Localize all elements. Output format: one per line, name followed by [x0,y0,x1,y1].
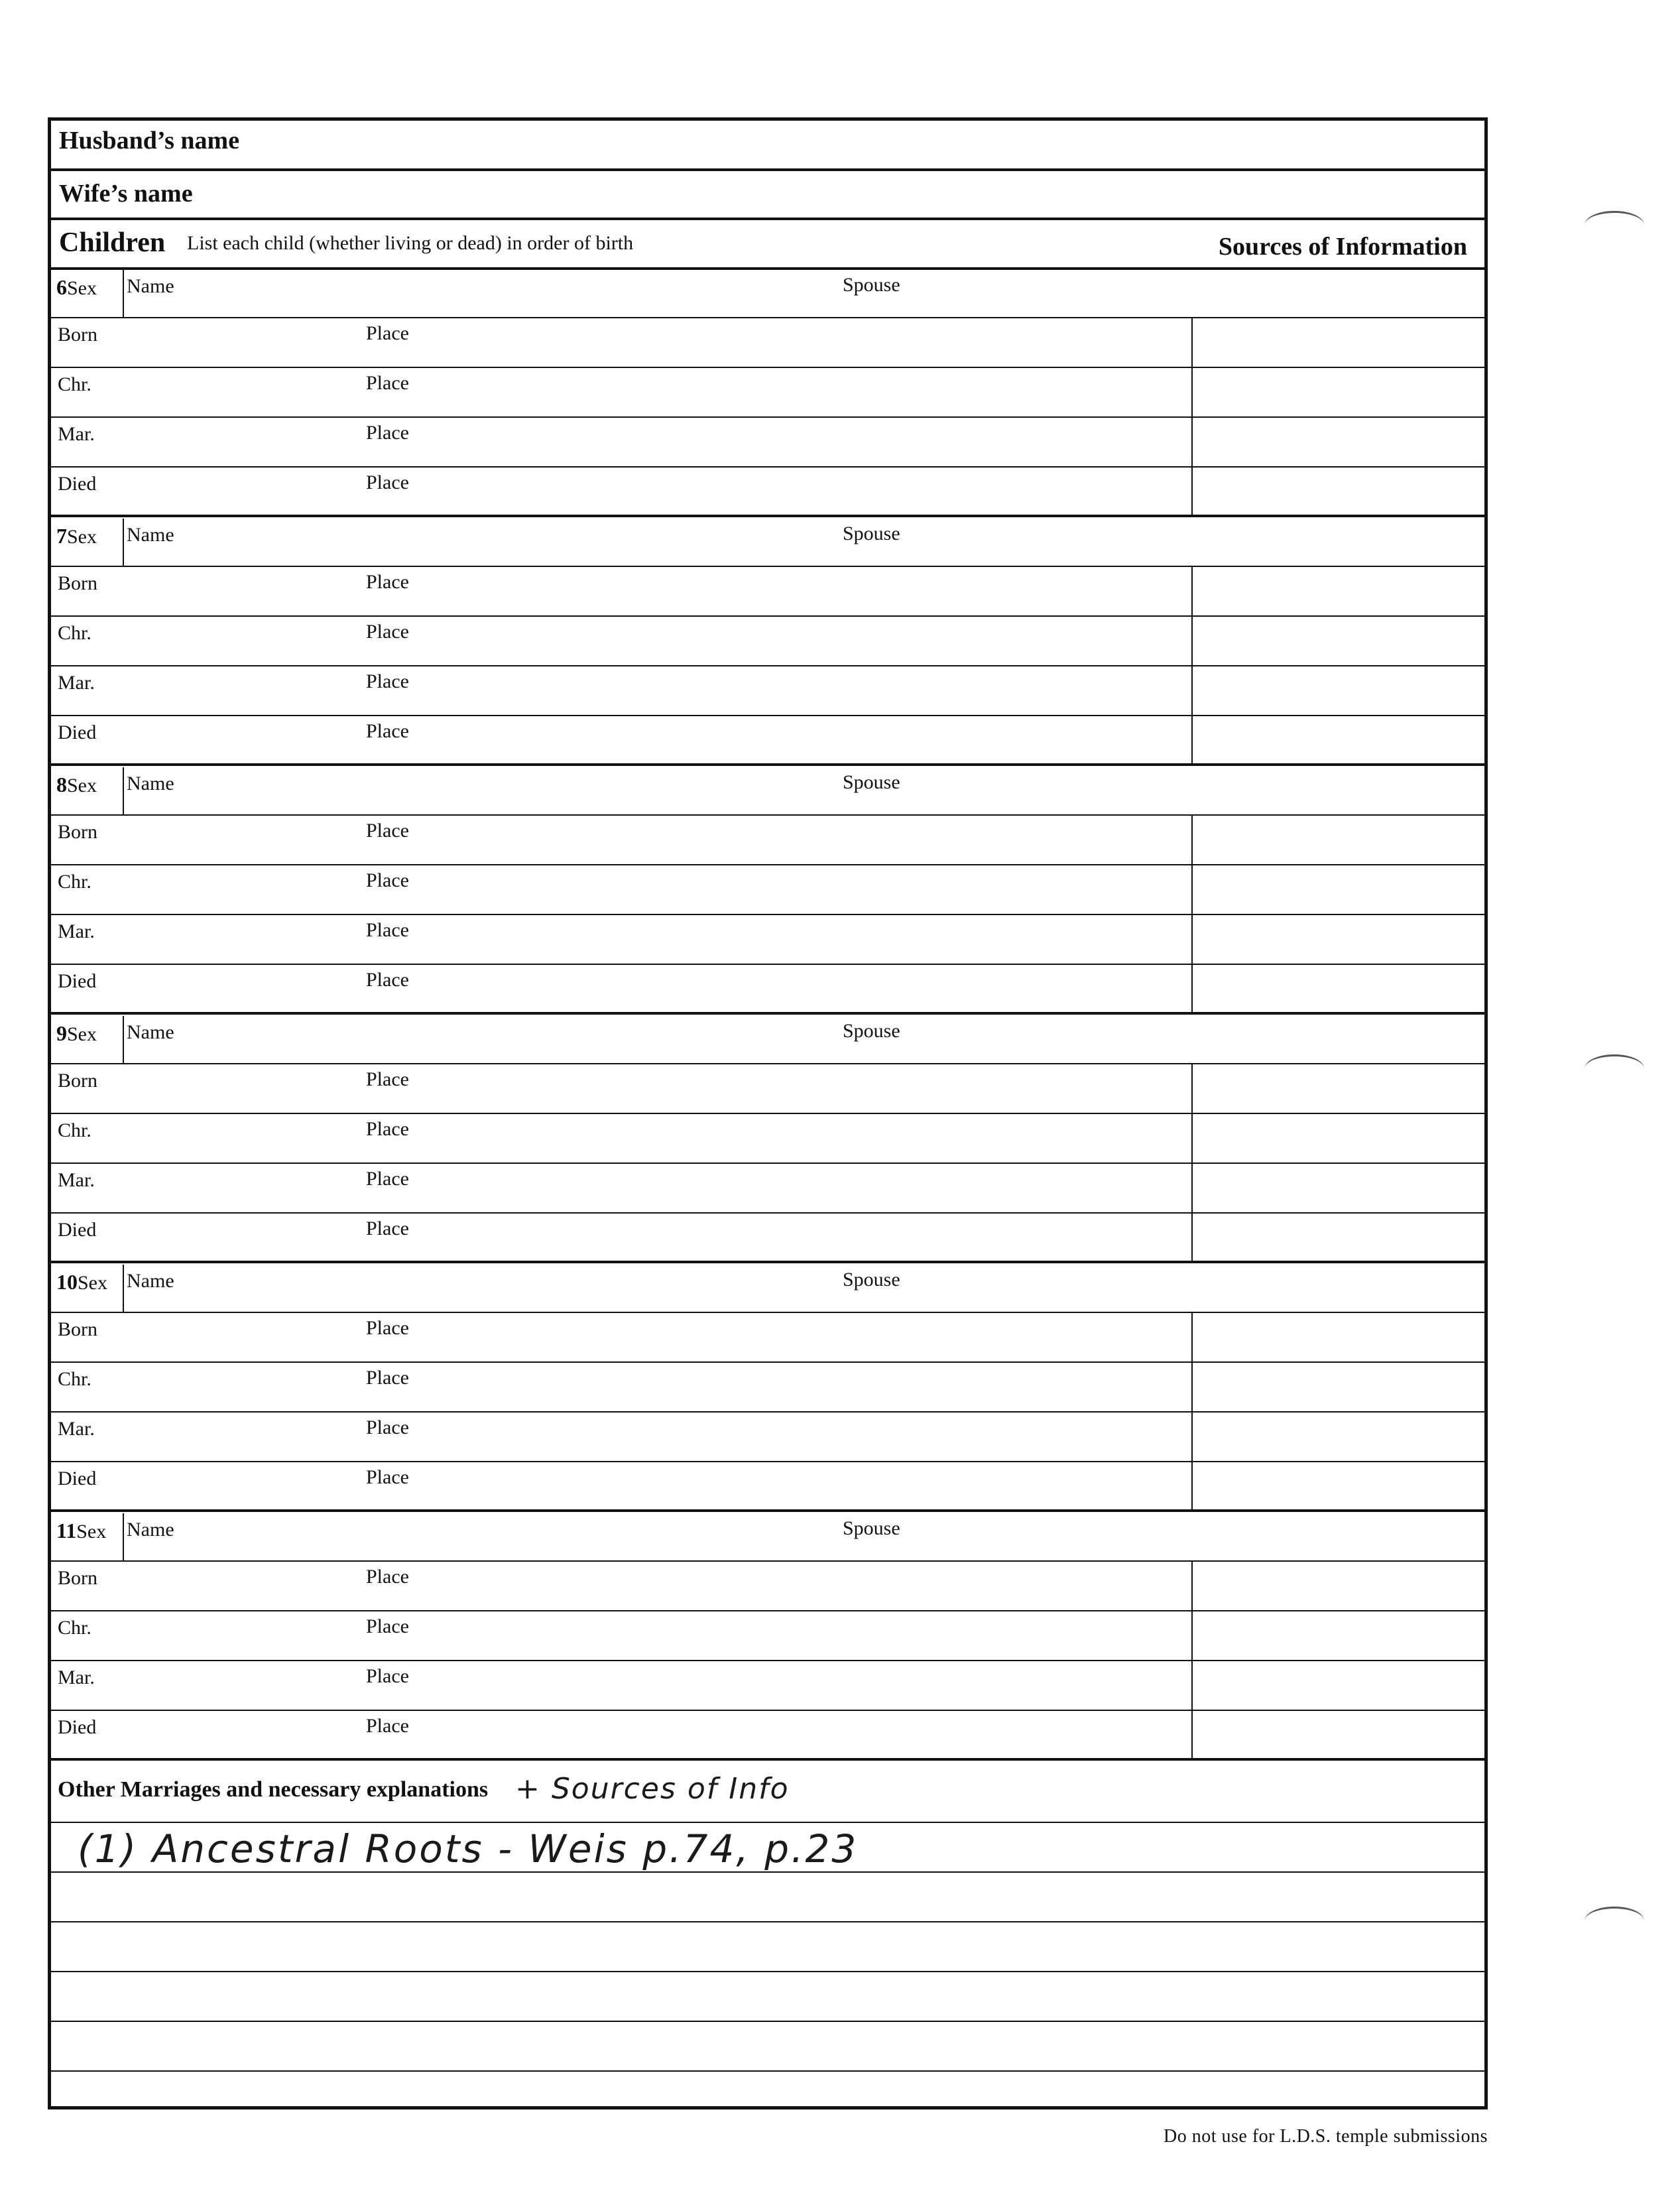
event-label-chr: Chr. [58,373,91,395]
place-label: Place [366,1068,409,1090]
sex-name-divider [123,767,124,816]
event-label-mar: Mar. [58,423,95,445]
child-name-row[interactable] [51,1016,1484,1064]
note-line [51,2021,1484,2022]
child-number: 10 [56,1270,78,1294]
spouse-label: Spouse [843,523,900,544]
sources-divider [1191,1462,1193,1509]
event-row-mar[interactable] [51,1164,1484,1214]
event-label-born: Born [58,324,97,346]
sources-divider [1191,965,1193,1012]
sources-divider [1191,816,1193,864]
place-label: Place [366,1715,409,1737]
place-label: Place [366,670,409,692]
place-label: Place [366,1416,409,1438]
child-block [51,519,1484,767]
event-label-chr: Chr. [58,622,91,644]
children-title: Children [59,227,166,258]
place-label: Place [366,422,409,444]
handwritten-sources-title: + Sources of Info [515,1772,790,1806]
place-label: Place [366,472,409,493]
sex-name-divider [123,1265,124,1313]
event-label-mar: Mar. [58,672,95,694]
sex-label: Sex [76,1521,107,1542]
place-label: Place [366,1466,409,1488]
note-line [51,1971,1484,1972]
note-line [51,1921,1484,1922]
child-number-sex [56,1519,106,1543]
place-label: Place [366,720,409,742]
note-line [51,1822,1484,1823]
event-row-born[interactable] [51,1313,1484,1363]
wife-name-row[interactable] [51,171,1484,220]
event-row-died[interactable] [51,468,1484,517]
child-name-label: Name [127,1270,174,1292]
event-row-chr[interactable] [51,1363,1484,1413]
sources-divider [1191,418,1193,466]
sources-divider [1191,1611,1193,1660]
footer-note: Do not use for L.D.S. temple submissions [1164,2126,1488,2147]
child-name-row[interactable] [51,519,1484,567]
event-row-died[interactable] [51,716,1484,766]
child-number-sex [56,1021,97,1046]
binder-hole-mark [1585,1907,1644,1935]
child-name-label: Name [127,1519,174,1541]
event-label-died: Died [58,1219,97,1241]
event-label-died: Died [58,1716,97,1738]
event-label-died: Died [58,970,97,992]
event-label-mar: Mar. [58,920,95,942]
event-label-born: Born [58,821,97,843]
sources-divider [1191,567,1193,615]
event-label-chr: Chr. [58,1368,91,1390]
child-block [51,1016,1484,1264]
children-subtitle: List each child (whether living or dead) in order of birth [187,232,634,254]
sex-label: Sex [67,277,97,299]
child-name-label: Name [127,275,174,297]
spouse-label: Spouse [843,1517,900,1539]
sex-label: Sex [67,1023,97,1045]
event-row-chr[interactable] [51,1611,1484,1661]
sources-divider [1191,1064,1193,1113]
sources-divider [1191,368,1193,416]
child-number-sex [56,275,97,300]
event-row-mar[interactable] [51,1661,1484,1711]
sex-label: Sex [67,775,97,796]
event-label-chr: Chr. [58,871,91,893]
event-row-died[interactable] [51,1711,1484,1761]
child-block [51,270,1484,518]
sources-divider [1191,865,1193,914]
sources-divider [1191,716,1193,763]
event-label-chr: Chr. [58,1617,91,1639]
place-label: Place [366,372,409,394]
place-label: Place [366,1566,409,1588]
spouse-label: Spouse [843,1269,900,1290]
place-label: Place [366,969,409,991]
event-label-born: Born [58,1318,97,1340]
sex-name-divider [123,1016,124,1064]
event-row-mar[interactable] [51,418,1484,468]
spouse-label: Spouse [843,1020,900,1042]
sources-divider [1191,1313,1193,1361]
place-label: Place [366,1168,409,1190]
event-label-born: Born [58,572,97,594]
place-label: Place [366,1317,409,1339]
place-label: Place [366,820,409,842]
event-label-born: Born [58,1567,97,1589]
event-row-born[interactable] [51,567,1484,617]
spouse-label: Spouse [843,274,900,296]
event-row-died[interactable] [51,965,1484,1015]
sources-title: Sources of Information [1218,233,1467,261]
event-row-chr[interactable] [51,617,1484,666]
wife-name-label: Wife’s name [59,180,193,208]
child-number: 8 [56,773,67,796]
event-row-died[interactable] [51,1462,1484,1512]
child-block [51,1513,1484,1761]
binder-hole-mark [1585,1054,1644,1083]
place-label: Place [366,1367,409,1389]
sources-divider [1191,1711,1193,1758]
child-name-row[interactable] [51,270,1484,318]
spouse-label: Spouse [843,771,900,793]
sex-label: Sex [78,1272,107,1294]
child-number-sex [56,1270,107,1294]
note-line [51,2070,1484,2072]
event-label-born: Born [58,1070,97,1092]
event-row-chr[interactable] [51,368,1484,418]
sex-name-divider [123,1513,124,1562]
event-row-died[interactable] [51,1214,1484,1263]
other-marriages-title: Other Marriages and necessary explanations [58,1777,489,1802]
event-label-died: Died [58,473,97,495]
event-row-chr[interactable] [51,1114,1484,1164]
child-block [51,1265,1484,1513]
sex-label: Sex [67,526,97,548]
child-name-label: Name [127,773,174,794]
place-label: Place [366,869,409,891]
husband-name-row[interactable] [51,121,1484,171]
sources-divider [1191,318,1193,367]
sex-name-divider [123,519,124,567]
child-name-row[interactable] [51,1513,1484,1562]
binder-hole-mark [1585,211,1644,239]
place-label: Place [366,1615,409,1637]
sources-divider [1191,1214,1193,1261]
child-number: 7 [56,524,67,548]
child-number: 9 [56,1021,67,1045]
place-label: Place [366,621,409,643]
child-name-label: Name [127,524,174,546]
family-group-form [48,117,1488,2109]
event-label-mar: Mar. [58,1666,95,1688]
sources-divider [1191,1114,1193,1163]
sex-name-divider [123,270,124,318]
child-number: 6 [56,275,67,299]
sources-divider [1191,1363,1193,1411]
event-row-chr[interactable] [51,865,1484,915]
other-marriages-section [51,1772,1484,2106]
sources-divider [1191,468,1193,515]
child-number: 11 [56,1519,77,1542]
child-block [51,767,1484,1015]
event-row-born[interactable] [51,1562,1484,1611]
event-row-born[interactable] [51,318,1484,368]
child-name-row[interactable] [51,1265,1484,1313]
event-label-died: Died [58,722,97,743]
sources-divider [1191,1164,1193,1212]
place-label: Place [366,919,409,941]
sources-divider [1191,666,1193,715]
sources-divider [1191,915,1193,964]
child-number-sex [56,773,97,797]
sources-divider [1191,1562,1193,1610]
child-name-row[interactable] [51,767,1484,816]
place-label: Place [366,571,409,593]
place-label: Place [366,1665,409,1687]
sources-divider [1191,617,1193,665]
event-row-born[interactable] [51,816,1484,865]
child-number-sex [56,524,97,548]
event-label-mar: Mar. [58,1418,95,1440]
event-row-mar[interactable] [51,1413,1484,1462]
event-label-died: Died [58,1468,97,1489]
sources-divider [1191,1413,1193,1461]
place-label: Place [366,1218,409,1239]
child-name-label: Name [127,1021,174,1043]
event-label-chr: Chr. [58,1119,91,1141]
event-label-mar: Mar. [58,1169,95,1191]
place-label: Place [366,322,409,344]
sources-divider [1191,1661,1193,1710]
husband-name-label: Husband’s name [59,127,240,155]
place-label: Place [366,1118,409,1140]
event-row-mar[interactable] [51,915,1484,965]
children-header-row [51,220,1484,270]
handwritten-note: (1) Ancestral Roots - Weis p.74, p.23 [78,1826,859,1871]
event-row-born[interactable] [51,1064,1484,1114]
note-line [51,1871,1484,1873]
event-row-mar[interactable] [51,666,1484,716]
